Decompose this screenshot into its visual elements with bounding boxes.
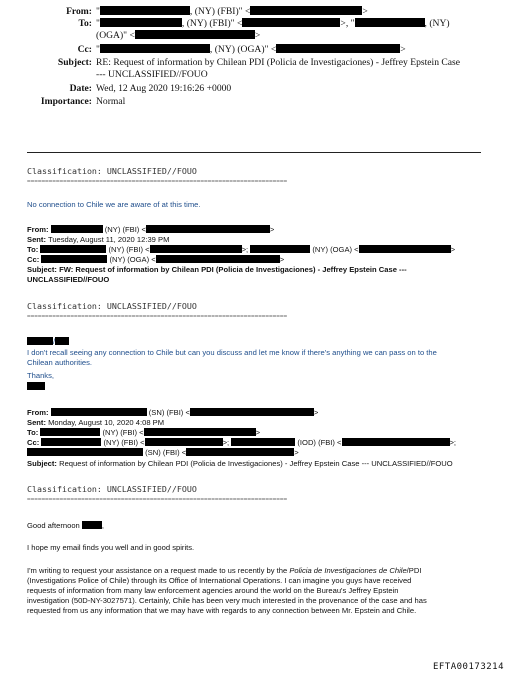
msg3-to-value: (NY) (FBI) < [100, 428, 144, 437]
msg2-to-row [27, 245, 455, 255]
redaction-block [100, 6, 190, 15]
msg2-cc-value: (NY) (OGA) < [107, 255, 156, 264]
header-cc-label: Cc: [77, 44, 92, 55]
header-to-mid1: , (NY) (FBI)" < [181, 18, 243, 29]
redaction-block [82, 521, 105, 530]
msg3-to-label: To: [27, 428, 39, 437]
msg3-sent-value: Monday, August 10, 2020 4:08 PM [45, 418, 165, 427]
redaction-block [51, 225, 103, 233]
msg2-from-label: From: [27, 225, 49, 234]
msg3-p2-l1b: /PDI [406, 566, 422, 575]
msg3-paragraph-2-line2: (Investigations Police of Chile) through its Office of International Operations. I can imagine you guys have received [27, 576, 412, 585]
msg3-to-close: > [255, 428, 261, 437]
msg2-to-value1: (NY) (FBI) < [106, 245, 150, 254]
redaction-block [359, 245, 451, 253]
msg2-subject-row [27, 265, 407, 275]
classification-divider: ======================================================================== [27, 178, 288, 185]
msg3-cc-label: Cc: [27, 438, 40, 447]
msg3-greeting-text: Good afternoon [27, 521, 80, 530]
msg3-greeting-end: , [101, 521, 105, 530]
header-importance-label: Importance: [40, 96, 92, 107]
msg3-cc-row [27, 438, 456, 448]
msg3-subject-label: Subject: [27, 459, 57, 468]
redaction-block [27, 448, 143, 456]
header-cc-close: > [400, 44, 406, 55]
redaction-block [231, 438, 295, 446]
redaction-block [100, 18, 182, 27]
header-cc-open: " [96, 44, 100, 55]
classification-banner: Classification: UNCLASSIFIED//FOUO [27, 484, 197, 494]
redaction-block [51, 408, 147, 416]
header-cc-mid: , (NY) (OGA)" < [209, 44, 277, 55]
header-subject-line2: --- UNCLASSIFIED//FOUO [96, 69, 208, 80]
redaction-block [190, 408, 314, 416]
classification-divider: ======================================================================== [27, 313, 288, 320]
reply-body: No connection to Chile we are aware of at this time. [27, 200, 201, 209]
redaction-block [146, 225, 270, 233]
header-date-label: Date: [69, 83, 92, 94]
msg3-p2-l1a: I'm writing to request your assistance on a request made to us recently by the [27, 566, 290, 575]
msg2-from-close: > [269, 225, 275, 234]
msg3-cc-line2-value: (SN) (FBI) < [143, 448, 187, 457]
msg2-cc-close: > [279, 255, 285, 264]
redaction-block [186, 448, 294, 456]
header-from-open: " [96, 6, 100, 17]
redaction-block [144, 428, 256, 436]
redaction-block [55, 337, 69, 345]
msg3-p2-l1-italic: Policia de Investigaciones de Chile [289, 566, 407, 575]
msg2-cc-label: Cc: [27, 255, 40, 264]
msg3-subject-row [27, 459, 453, 469]
msg3-sent-row [27, 418, 164, 428]
msg2-signature [27, 382, 45, 392]
msg2-thanks: Thanks, [27, 371, 55, 380]
bates-number: EFTA00173214 [432, 662, 504, 672]
header-subject-label: Subject: [57, 57, 92, 68]
header-date-value: Wed, 12 Aug 2020 19:16:26 +0000 [96, 83, 232, 94]
redaction-block [276, 44, 400, 53]
redaction-block [355, 18, 425, 27]
msg2-salutation-sep: / [53, 337, 56, 346]
redaction-block [342, 438, 450, 446]
msg2-cc-row [27, 255, 284, 265]
msg3-from-value: (SN) (FBI) < [146, 408, 190, 417]
msg2-sent-label: Sent: [27, 235, 46, 244]
redaction-block [40, 245, 106, 253]
msg3-from-close: > [313, 408, 319, 417]
classification-banner: Classification: UNCLASSIFIED//FOUO [27, 166, 197, 176]
redaction-block [40, 428, 100, 436]
redaction-block [27, 382, 45, 390]
redaction-block [100, 44, 210, 53]
redaction-block [156, 255, 280, 263]
redaction-block [41, 255, 107, 263]
msg2-salutation [27, 337, 69, 347]
msg2-subject-line1: FW: Request of information by Chilean PDI (Policia de Investigaciones) - Jeffrey Epstein Case --- [56, 265, 407, 274]
header-to-close: > [254, 30, 261, 41]
msg2-subject-label: Subject: [27, 265, 57, 274]
msg2-from-value: (NY) (FBI) < [102, 225, 146, 234]
header-from-mid: , (NY) (FBI)" < [189, 6, 251, 17]
header-to-line2: (OGA)" < [96, 30, 135, 41]
msg3-to-row [27, 428, 260, 438]
classification-divider: ======================================================================== [27, 496, 288, 503]
msg3-cc-value2: >; [222, 438, 230, 447]
redaction-block [41, 438, 101, 446]
msg3-cc-value3: (IOD) (FBI) < [295, 438, 342, 447]
redaction-block [135, 30, 255, 39]
msg3-cc-value1: (NY) (FBI) < [101, 438, 145, 447]
msg3-paragraph-1: I hope my email finds you well and in good spirits. [27, 543, 195, 552]
header-to-mid2: >, " [340, 18, 355, 29]
msg3-from-label: From: [27, 408, 49, 417]
msg2-body-line2: Chilean authorities. [27, 358, 93, 367]
msg2-sent-value: Tuesday, August 11, 2020 12:39 PM [45, 235, 170, 244]
msg3-paragraph-2-line4: investigation (50D-NY-3027571). Certainly, Chile has been very much interested in the provenance of the case and has [27, 596, 427, 605]
redaction-block [27, 337, 56, 346]
header-subject-line1: RE: Request of information by Chilean PDI (Policia de Investigaciones) - Jeffrey Epstein Case [96, 57, 461, 68]
msg2-sent-row [27, 235, 169, 245]
msg3-sent-label: Sent: [27, 418, 46, 427]
redaction-block [250, 245, 310, 253]
msg3-cc-value4: >; [449, 438, 457, 447]
msg2-to-label: To: [27, 245, 39, 254]
header-importance-value: Normal [96, 96, 126, 107]
header-divider [27, 152, 481, 153]
redaction-block [150, 245, 242, 253]
msg2-to-value3: (NY) (OGA) < [310, 245, 359, 254]
header-from-close: > [362, 6, 368, 17]
msg3-cc-row-2 [27, 448, 299, 458]
header-to-label: To: [78, 18, 92, 29]
msg2-from-row [27, 225, 274, 235]
msg2-subject-line2: UNCLASSIFIED//FOUO [27, 275, 110, 284]
header-from-label: From: [66, 6, 92, 17]
msg2-body-line1: I don't recall seeing any connection to Chile but can you discuss and let me know if there's anything we can pass on to the [27, 348, 437, 357]
redaction-block [250, 6, 362, 15]
msg3-paragraph-2-line1 [27, 566, 421, 576]
redaction-block [242, 18, 340, 27]
msg3-paragraph-2-line3: requests of information from many law enforcement agencies around the world on the Bureau's Jeffrey Epstein [27, 586, 399, 595]
msg3-subject-value: Request of information by Chilean PDI (Policia de Investigaciones) - Jeffrey Epstein Case --- UNCLASSIFIED//FOUO [56, 459, 453, 468]
header-to-mid3: , (NY) [424, 18, 450, 29]
msg3-from-row [27, 408, 318, 418]
classification-banner: Classification: UNCLASSIFIED//FOUO [27, 301, 197, 311]
msg2-to-value2: >; [241, 245, 249, 254]
msg3-cc-line2-close: > [294, 448, 299, 457]
header-to-open: " [96, 18, 100, 29]
msg3-greeting [27, 521, 104, 531]
redaction-block [145, 438, 223, 446]
msg3-paragraph-2-line5: requested from us any information that we may have with regards to any connection between Mr. Epstein and Chile. [27, 606, 417, 615]
msg2-to-close: > [450, 245, 456, 254]
